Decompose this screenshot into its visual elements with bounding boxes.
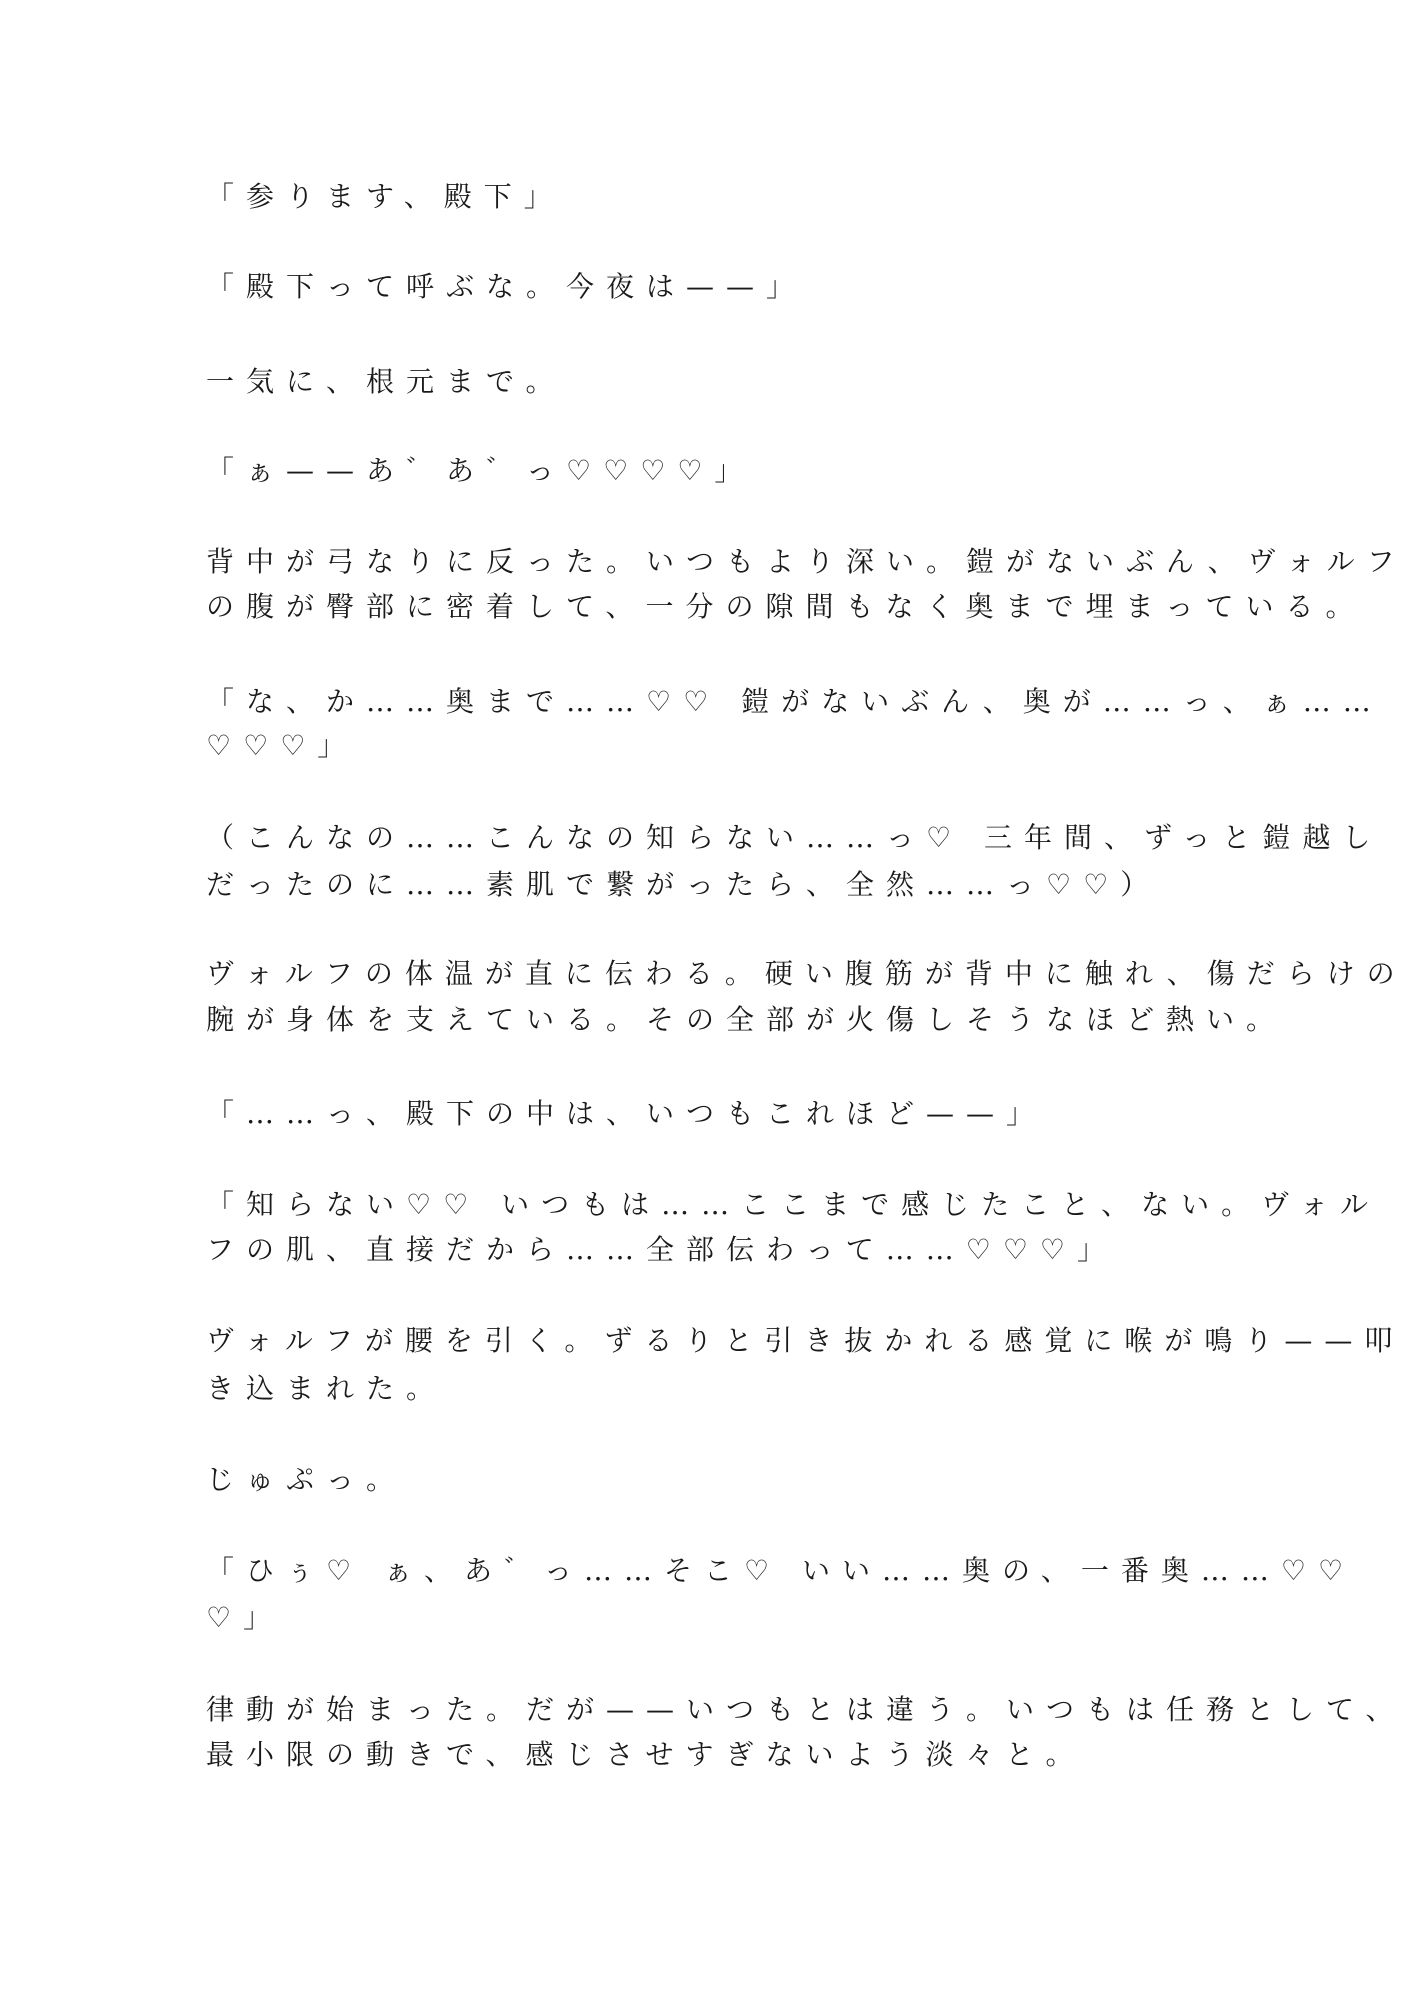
- paragraph-14-line-1: 律動が始まった。だが——いつもとは違う。いつもは任務として、: [206, 1693, 1406, 1726]
- paragraph-6-line-2: ♡♡♡」: [206, 729, 358, 762]
- paragraph-9-line-1: 「……っ、殿下の中は、いつもこれほど——」: [206, 1097, 1047, 1130]
- paragraph-6-line-1: 「な、か……奥まで……♡♡ 鎧がないぶん、奥が……っ、ぁ……: [206, 685, 1383, 718]
- paragraph-2-line-1: 「殿下って呼ぶな。今夜は——」: [206, 270, 807, 303]
- paragraph-5-line-2: の腹が臀部に密着して、一分の隙間もなく奥まで埋まっている。: [206, 590, 1366, 623]
- paragraph-10-line-2: フの肌、直接だから……全部伝わって……♡♡♡」: [206, 1233, 1118, 1266]
- paragraph-8-line-2: 腕が身体を支えている。その全部が火傷しそうなほど熱い。: [206, 1003, 1287, 1036]
- paragraph-13-line-1: 「ひぅ♡ ぁ、あ゛っ……そこ♡ いい……奥の、一番奥……♡♡: [206, 1554, 1356, 1587]
- paragraph-5-line-1: 背中が弓なりに反った。いつもより深い。鎧がないぶん、ヴォルフ: [206, 545, 1407, 578]
- paragraph-11-line-2: き込まれた。: [206, 1372, 447, 1405]
- paragraph-13-line-2: ♡」: [206, 1601, 284, 1634]
- paragraph-12-line-1: じゅぷっ。: [206, 1463, 407, 1496]
- paragraph-8-line-1: ヴォルフの体温が直に伝わる。硬い腹筋が背中に触れ、傷だらけの: [206, 957, 1407, 990]
- paragraph-4-line-1: 「ぁ——あ゛あ゛っ♡♡♡♡」: [206, 454, 755, 487]
- paragraph-14-line-2: 最小限の動きで、感じさせすぎないよう淡々と。: [206, 1738, 1086, 1771]
- paragraph-7-line-2: だったのに……素肌で繋がったら、全然……っ♡♡）: [206, 868, 1161, 901]
- paragraph-3-line-1: 一気に、根元まで。: [206, 365, 566, 398]
- paragraph-11-line-1: ヴォルフが腰を引く。ずるりと引き抜かれる感覚に喉が鳴り——叩: [206, 1324, 1405, 1357]
- paragraph-10-line-1: 「知らない♡♡ いつもは……ここまで感じたこと、ない。ヴォル: [206, 1188, 1380, 1221]
- paragraph-1-line-1: 「参ります、殿下」: [206, 180, 564, 213]
- paragraph-7-line-1: （こんなの……こんなの知らない……っ♡ 三年間、ずっと鎧越し: [206, 821, 1383, 854]
